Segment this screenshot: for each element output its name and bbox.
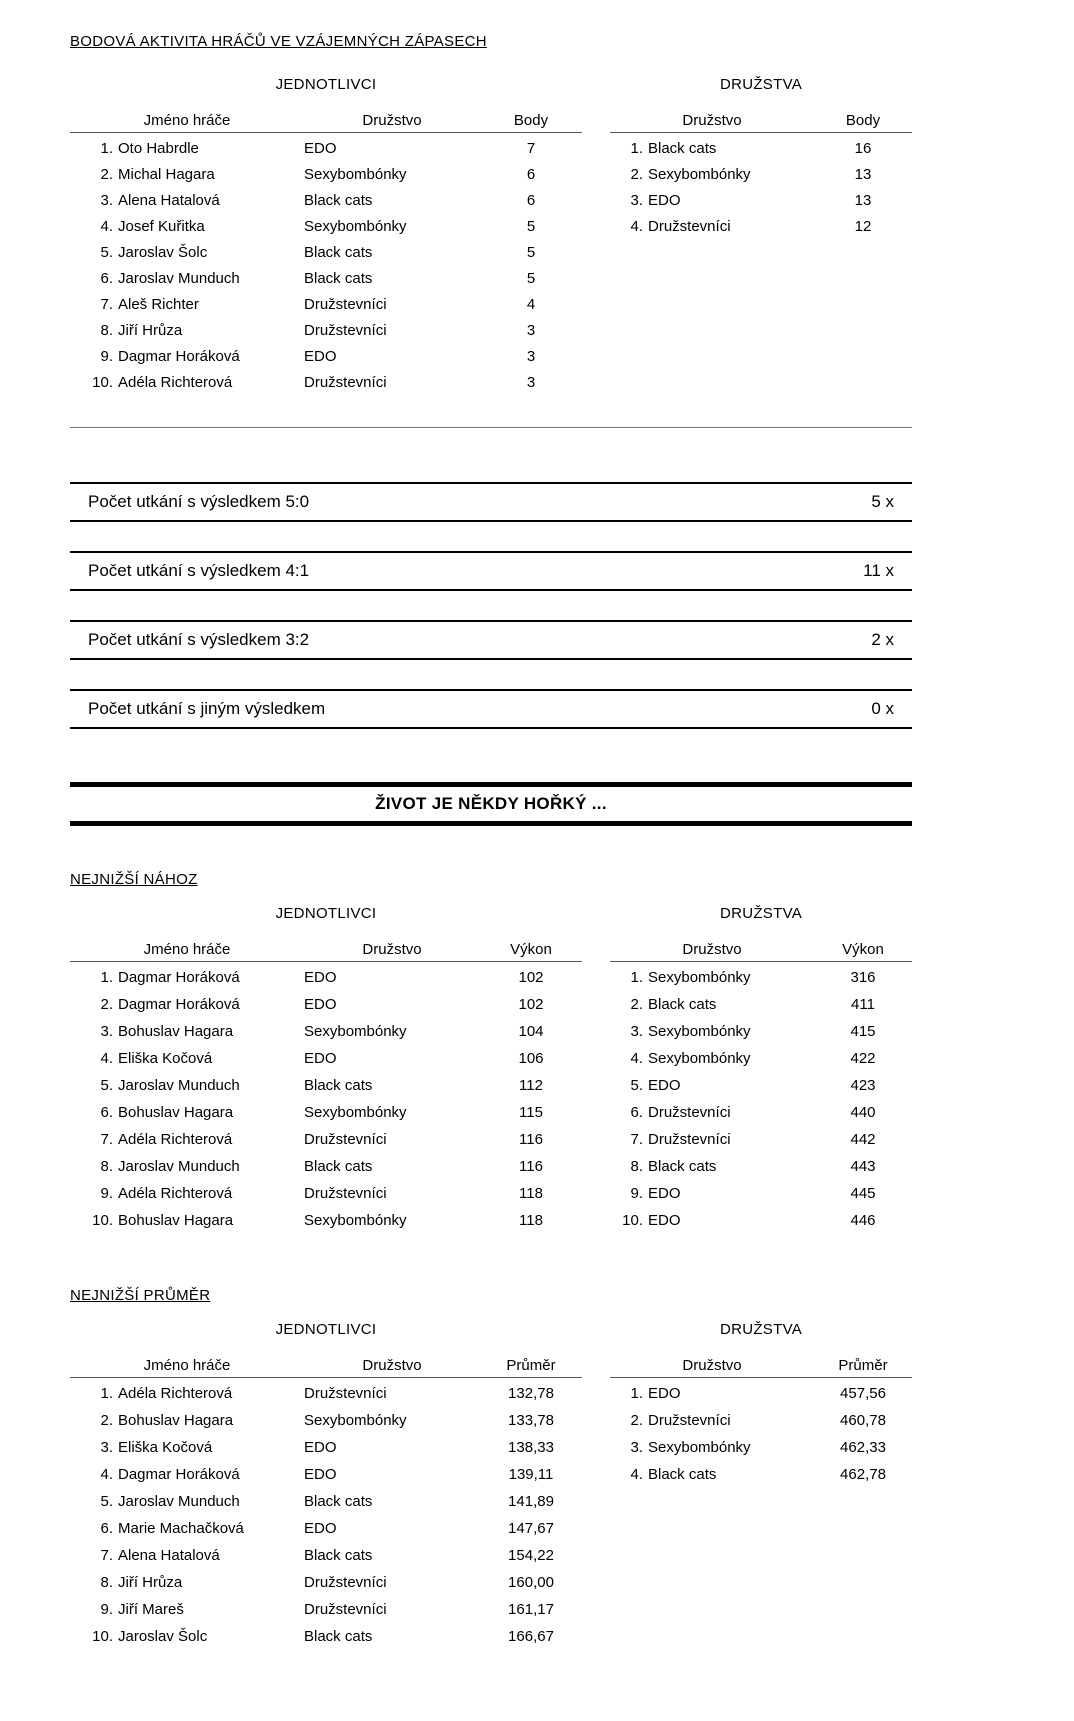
table-row (70, 369, 582, 395)
column-header-prumer: Průměr (838, 1357, 888, 1374)
team-cell: EDO (304, 996, 337, 1013)
rank-cell: 3. (100, 1023, 113, 1040)
table-row (610, 1045, 912, 1072)
lowest-throw-tables (70, 905, 912, 1234)
team-cell: Sexybombónky (304, 1023, 407, 1040)
team-cell: EDO (304, 1466, 337, 1483)
lowest-average-teams-table (610, 1321, 912, 1650)
rank-cell: 2. (100, 996, 113, 1013)
rank-cell: 9. (100, 347, 113, 365)
team-cell: Sexybombónky (648, 1023, 751, 1040)
team-cell: Sexybombónky (648, 165, 751, 183)
name-cell: Dagmar Horáková (118, 1466, 240, 1483)
table-row (70, 1407, 582, 1434)
name-cell: Alena Hatalová (118, 191, 220, 209)
value-cell: 411 (851, 996, 875, 1013)
value-cell: 139,11 (508, 1466, 554, 1483)
column-header-team: Družstvo (362, 941, 422, 958)
rank-cell: 8. (100, 321, 113, 339)
team-cell: Black cats (304, 1547, 373, 1564)
rank-cell: 6. (100, 1520, 113, 1537)
team-cell: Družstevníci (304, 1574, 387, 1591)
lowest-average-individuals-table (70, 1321, 582, 1650)
value-cell: 133,78 (508, 1412, 554, 1429)
table-row (610, 213, 912, 239)
rank-cell: 3. (100, 1439, 113, 1456)
lowest-throw-individuals-header (70, 939, 582, 962)
team-cell: EDO (648, 1385, 681, 1402)
team-cell: Družstevníci (304, 1131, 387, 1148)
table-row (70, 991, 582, 1018)
match-count-row (70, 551, 912, 591)
team-cell: Black cats (304, 1493, 373, 1510)
value-cell: 118 (519, 1185, 543, 1202)
name-cell: Aleš Richter (118, 295, 199, 313)
name-cell: Jaroslav Munduch (118, 269, 240, 287)
team-cell: EDO (304, 1520, 337, 1537)
table-row (70, 1434, 582, 1461)
team-cell: Black cats (648, 1158, 717, 1175)
team-cell: Družstevníci (648, 1104, 731, 1121)
teams-heading: DRUŽSTVA (719, 905, 803, 922)
table-row (70, 135, 582, 161)
team-cell: EDO (304, 139, 337, 157)
name-cell: Bohuslav Hagara (118, 1212, 234, 1229)
table-row (610, 187, 912, 213)
column-header-body: Body (845, 112, 881, 129)
value-cell: 104 (518, 1023, 544, 1040)
table-row (70, 1461, 582, 1488)
value-cell: 445 (850, 1185, 876, 1202)
team-cell: EDO (648, 1212, 681, 1229)
points-individuals-header (70, 110, 582, 133)
table-row (70, 1488, 582, 1515)
value-cell: 6 (526, 165, 536, 183)
table-row (70, 1623, 582, 1650)
rank-cell: 8. (100, 1574, 113, 1591)
team-cell: Sexybombónky (304, 1212, 407, 1229)
table-row (70, 161, 582, 187)
rank-cell: 2. (100, 165, 113, 183)
team-cell: Black cats (648, 996, 717, 1013)
table-row (70, 291, 582, 317)
name-cell: Jiří Mareš (118, 1601, 184, 1618)
name-cell: Jiří Hrůza (118, 321, 183, 339)
table-row (70, 1072, 582, 1099)
lowest-average-individuals-rows (70, 1380, 582, 1650)
table-row (610, 1099, 912, 1126)
team-cell: Sexybombónky (648, 1050, 751, 1067)
column-header-player-name: Jméno hráče (143, 941, 231, 958)
table-row (610, 1380, 912, 1407)
table-row (70, 1045, 582, 1072)
rank-cell: 7. (630, 1131, 643, 1148)
team-cell: Družstevníci (304, 1601, 387, 1618)
points-teams-table (610, 76, 912, 395)
table-row (70, 265, 582, 291)
match-count-row (70, 689, 912, 729)
rank-cell: 9. (100, 1185, 113, 1202)
rank-cell: 5. (100, 1493, 113, 1510)
value-cell: 443 (850, 1158, 876, 1175)
name-cell: Adéla Richterová (118, 1385, 233, 1402)
rank-cell: 1. (630, 1385, 643, 1402)
value-cell: 154,22 (508, 1547, 554, 1564)
lowest-average-heading: NEJNIŽŠÍ PRŮMĚR (70, 1287, 211, 1304)
team-cell: Sexybombónky (304, 1104, 407, 1121)
table-row (610, 1072, 912, 1099)
rank-cell: 7. (100, 1131, 113, 1148)
rank-cell: 2. (630, 165, 643, 183)
value-cell: 4 (526, 295, 536, 313)
value-cell: 3 (526, 373, 536, 391)
table-row (610, 135, 912, 161)
rank-cell: 8. (630, 1158, 643, 1175)
individuals-heading: JEDNOTLIVCI (275, 76, 377, 93)
table-row (610, 991, 912, 1018)
team-cell: EDO (648, 1077, 681, 1094)
match-count-value: 2 x (871, 630, 894, 649)
table-row (70, 1153, 582, 1180)
lowest-average-teams-rows (610, 1380, 912, 1488)
table-row (610, 161, 912, 187)
value-cell: 446 (850, 1212, 876, 1229)
rank-cell: 1. (100, 1385, 113, 1402)
name-cell: Dagmar Horáková (118, 969, 240, 986)
match-count-label: Počet utkání s výsledkem 4:1 (88, 561, 310, 580)
match-count-value: 5 x (871, 492, 894, 511)
value-cell: 118 (519, 1212, 543, 1229)
table-row (70, 317, 582, 343)
lowest-throw-teams-header (610, 939, 912, 962)
rank-cell: 4. (100, 1466, 113, 1483)
lowest-throw-individuals-table (70, 905, 582, 1234)
rank-cell: 3. (630, 1023, 643, 1040)
team-cell: Družstevníci (648, 1412, 731, 1429)
individuals-heading: JEDNOTLIVCI (275, 905, 377, 922)
column-header-team: Družstvo (682, 941, 742, 958)
value-cell: 6 (526, 191, 536, 209)
rank-cell: 4. (630, 1466, 643, 1483)
points-individuals-table (70, 76, 582, 395)
name-cell: Adéla Richterová (118, 1131, 233, 1148)
table-row (70, 1569, 582, 1596)
horizontal-rule (70, 427, 912, 428)
value-cell: 7 (526, 139, 536, 157)
table-row (70, 1018, 582, 1045)
rank-cell: 10. (622, 1212, 643, 1229)
value-cell: 13 (854, 191, 872, 209)
table-row (610, 1207, 912, 1234)
team-cell: Družstevníci (304, 373, 387, 391)
team-cell: Družstevníci (304, 1185, 387, 1202)
name-cell: Jiří Hrůza (118, 1574, 183, 1591)
team-cell: Black cats (304, 1628, 373, 1645)
individuals-heading: JEDNOTLIVCI (275, 1321, 377, 1338)
points-teams-header (610, 110, 912, 133)
value-cell: 102 (518, 969, 544, 986)
table-row (610, 1461, 912, 1488)
team-cell: Black cats (304, 269, 373, 287)
team-cell: Družstevníci (648, 1131, 731, 1148)
team-cell: Družstevníci (304, 295, 387, 313)
column-header-team: Družstvo (682, 1357, 742, 1374)
team-cell: Sexybombónky (304, 165, 407, 183)
table-row (70, 1180, 582, 1207)
lowest-throw-individuals-rows (70, 964, 582, 1234)
rank-cell: 4. (630, 1050, 643, 1067)
lowest-average-tables (70, 1321, 912, 1650)
table-row (70, 1515, 582, 1542)
value-cell: 5 (526, 269, 536, 287)
team-cell: EDO (304, 1050, 337, 1067)
rank-cell: 6. (630, 1104, 643, 1121)
table-row (70, 1126, 582, 1153)
name-cell: Adéla Richterová (118, 373, 233, 391)
rank-cell: 1. (100, 969, 113, 986)
name-cell: Michal Hagara (118, 165, 215, 183)
column-header-team: Družstvo (362, 112, 422, 129)
table-row (610, 1126, 912, 1153)
team-cell: Sexybombónky (648, 969, 751, 986)
team-cell: Sexybombónky (304, 217, 407, 235)
name-cell: Alena Hatalová (118, 1547, 220, 1564)
rank-cell: 4. (630, 217, 643, 235)
rank-cell: 7. (100, 1547, 113, 1564)
name-cell: Bohuslav Hagara (118, 1104, 234, 1121)
rank-cell: 1. (630, 969, 643, 986)
rank-cell: 9. (100, 1601, 113, 1618)
value-cell: 442 (850, 1131, 876, 1148)
lowest-throw-teams-table (610, 905, 912, 1234)
name-cell: Marie Machačková (118, 1520, 244, 1537)
value-cell: 116 (519, 1131, 543, 1148)
value-cell: 166,67 (508, 1628, 554, 1645)
value-cell: 13 (854, 165, 872, 183)
points-individuals-rows (70, 135, 582, 395)
value-cell: 116 (519, 1158, 543, 1175)
value-cell: 161,17 (508, 1601, 554, 1618)
match-count-row (70, 482, 912, 522)
value-cell: 415 (850, 1023, 876, 1040)
match-count-label: Počet utkání s jiným výsledkem (88, 699, 326, 718)
name-cell: Jaroslav Šolc (118, 243, 208, 261)
team-cell: Black cats (648, 139, 717, 157)
team-cell: Black cats (304, 1077, 373, 1094)
name-cell: Bohuslav Hagara (118, 1412, 234, 1429)
name-cell: Dagmar Horáková (118, 996, 240, 1013)
points-tables (70, 76, 912, 395)
table-row (610, 964, 912, 991)
column-header-vykon: Výkon (842, 941, 884, 958)
team-cell: Družstevníci (304, 321, 387, 339)
value-cell: 422 (850, 1050, 876, 1067)
column-header-prumer: Průměr (506, 1357, 556, 1374)
rank-cell: 7. (100, 295, 113, 313)
value-cell: 5 (526, 217, 536, 235)
team-cell: Sexybombónky (648, 1439, 751, 1456)
value-cell: 112 (519, 1077, 543, 1094)
value-cell: 3 (526, 347, 536, 365)
rank-cell: 1. (630, 139, 643, 157)
value-cell: 12 (854, 217, 872, 235)
banner: ŽIVOT JE NĚKDY HOŘKÝ ... (70, 782, 912, 826)
team-cell: EDO (648, 191, 681, 209)
name-cell: Dagmar Horáková (118, 347, 240, 365)
team-cell: EDO (304, 969, 337, 986)
column-header-body: Body (513, 112, 549, 129)
table-row (610, 1407, 912, 1434)
value-cell: 457,56 (840, 1385, 886, 1402)
team-cell: EDO (304, 1439, 337, 1456)
name-cell: Adéla Richterová (118, 1185, 233, 1202)
name-cell: Bohuslav Hagara (118, 1023, 234, 1040)
rank-cell: 6. (100, 1104, 113, 1121)
value-cell: 147,67 (508, 1520, 554, 1537)
value-cell: 160,00 (508, 1574, 554, 1591)
name-cell: Eliška Kočová (118, 1050, 213, 1067)
value-cell: 132,78 (508, 1385, 554, 1402)
rank-cell: 3. (100, 191, 113, 209)
value-cell: 141,89 (508, 1493, 554, 1510)
rank-cell: 4. (100, 1050, 113, 1067)
match-count-row (70, 620, 912, 660)
lowest-average-teams-header (610, 1355, 912, 1378)
table-row (610, 1018, 912, 1045)
lowest-average-individuals-header (70, 1355, 582, 1378)
rank-cell: 10. (92, 1628, 113, 1645)
rank-cell: 2. (100, 1412, 113, 1429)
table-row (610, 1153, 912, 1180)
name-cell: Jaroslav Munduch (118, 1158, 240, 1175)
column-header-vykon: Výkon (510, 941, 552, 958)
name-cell: Eliška Kočová (118, 1439, 213, 1456)
table-row (610, 1434, 912, 1461)
rank-cell: 9. (630, 1185, 643, 1202)
table-row (70, 1542, 582, 1569)
match-count-label: Počet utkání s výsledkem 3:2 (88, 630, 310, 649)
team-cell: EDO (304, 347, 337, 365)
team-cell: Sexybombónky (304, 1412, 407, 1429)
match-counts (70, 482, 912, 729)
name-cell: Jaroslav Munduch (118, 1493, 240, 1510)
table-row (70, 239, 582, 265)
value-cell: 138,33 (508, 1439, 554, 1456)
team-cell: Black cats (304, 243, 373, 261)
value-cell: 5 (526, 243, 536, 261)
column-header-team: Družstvo (362, 1357, 422, 1374)
team-cell: EDO (648, 1185, 681, 1202)
rank-cell: 10. (92, 1212, 113, 1229)
table-row (70, 1207, 582, 1234)
rank-cell: 2. (630, 1412, 643, 1429)
column-header-team: Družstvo (682, 112, 742, 129)
value-cell: 102 (518, 996, 544, 1013)
rank-cell: 5. (630, 1077, 643, 1094)
teams-heading: DRUŽSTVA (719, 1321, 803, 1338)
rank-cell: 3. (630, 191, 643, 209)
column-header-player-name: Jméno hráče (143, 112, 231, 129)
value-cell: 423 (850, 1077, 876, 1094)
name-cell: Jaroslav Munduch (118, 1077, 240, 1094)
page-title: BODOVÁ AKTIVITA HRÁČŮ VE VZÁJEMNÝCH ZÁPASECH (70, 33, 487, 50)
table-row (70, 1380, 582, 1407)
team-cell: Družstevníci (648, 217, 731, 235)
table-row (70, 187, 582, 213)
match-count-value: 0 x (871, 699, 894, 718)
value-cell: 460,78 (840, 1412, 886, 1429)
team-cell: Družstevníci (304, 1385, 387, 1402)
team-cell: Black cats (304, 191, 373, 209)
value-cell: 440 (850, 1104, 876, 1121)
value-cell: 462,33 (840, 1439, 886, 1456)
value-cell: 106 (518, 1050, 544, 1067)
team-cell: Black cats (648, 1466, 717, 1483)
lowest-throw-teams-rows (610, 964, 912, 1234)
table-row (70, 213, 582, 239)
value-cell: 316 (850, 969, 876, 986)
name-cell: Oto Habrdle (118, 139, 199, 157)
value-cell: 115 (519, 1104, 543, 1121)
match-count-label: Počet utkání s výsledkem 5:0 (88, 492, 310, 511)
rank-cell: 8. (100, 1158, 113, 1175)
rank-cell: 4. (100, 217, 113, 235)
points-teams-rows (610, 135, 912, 239)
name-cell: Jaroslav Šolc (118, 1628, 208, 1645)
rank-cell: 5. (100, 1077, 113, 1094)
table-row (70, 1099, 582, 1126)
rank-cell: 5. (100, 243, 113, 261)
rank-cell: 2. (630, 996, 643, 1013)
lowest-throw-heading: NEJNIŽŠÍ NÁHOZ (70, 871, 198, 888)
rank-cell: 3. (630, 1439, 643, 1456)
value-cell: 3 (526, 321, 536, 339)
rank-cell: 1. (100, 139, 113, 157)
teams-heading: DRUŽSTVA (719, 76, 803, 93)
team-cell: Black cats (304, 1158, 373, 1175)
match-count-value: 11 x (863, 561, 894, 580)
column-header-player-name: Jméno hráče (143, 1357, 231, 1374)
value-cell: 462,78 (840, 1466, 886, 1483)
table-row (610, 1180, 912, 1207)
name-cell: Josef Kuřitka (118, 217, 205, 235)
table-row (70, 343, 582, 369)
rank-cell: 10. (92, 373, 113, 391)
rank-cell: 6. (100, 269, 113, 287)
table-row (70, 1596, 582, 1623)
table-row (70, 964, 582, 991)
value-cell: 16 (854, 139, 872, 157)
